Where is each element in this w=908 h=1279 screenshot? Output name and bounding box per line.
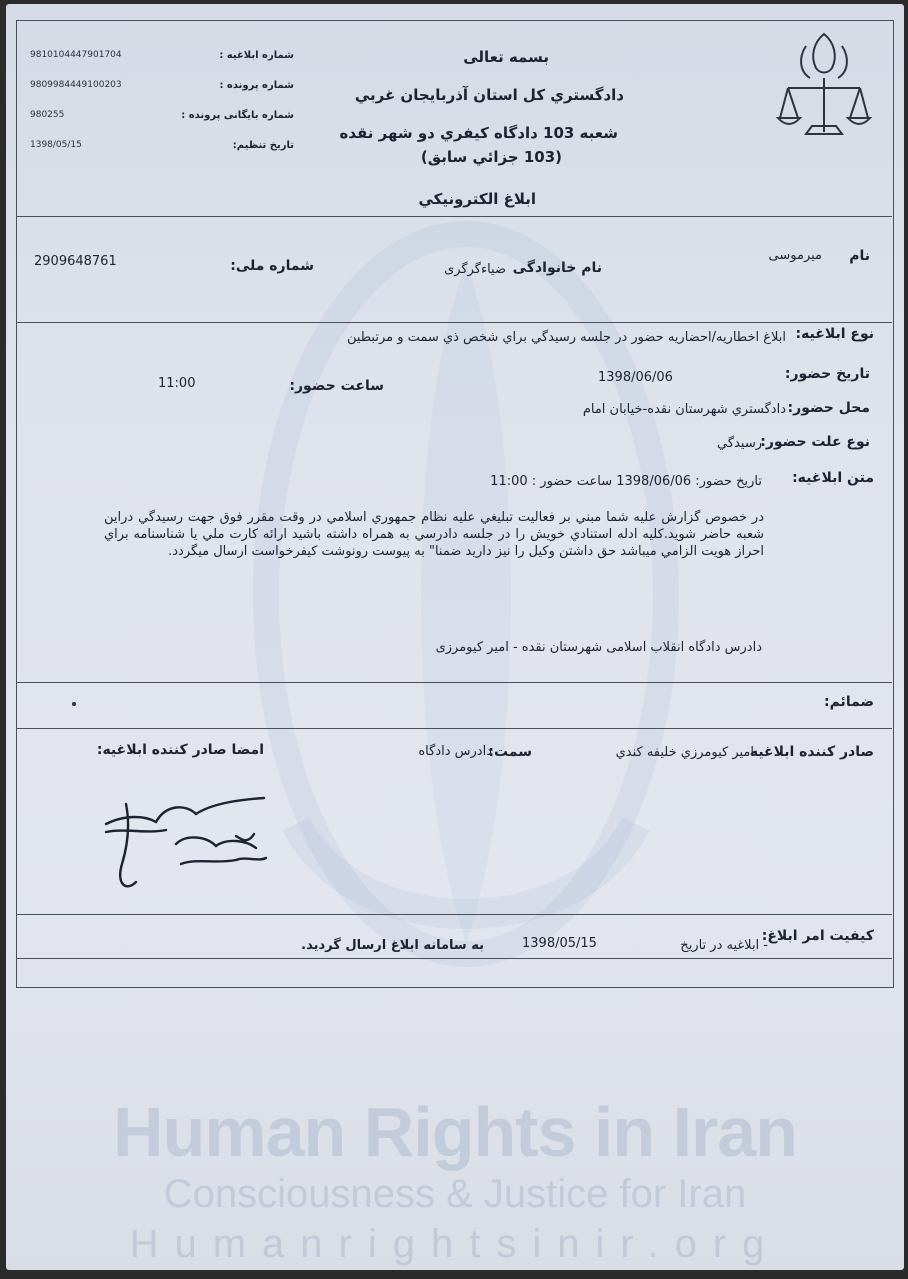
name-value: میرموسی	[768, 248, 822, 263]
appearance-place-value: دادگستري شهرستان نقده-خيابان امام	[582, 402, 786, 417]
divider	[16, 728, 892, 729]
notice-text-label: متن ابلاغیه:	[792, 470, 874, 486]
watermark-url: Humanrightsinir.org	[129, 1222, 781, 1266]
national-id-label: شماره ملی:	[230, 258, 314, 274]
issuer-name: امير كيومرزي خليفه كندي	[615, 745, 754, 760]
dot	[72, 702, 76, 706]
document-type: ابلاغ الكترونيكي	[418, 190, 536, 208]
signature-label: امضا صادر کننده ابلاغیه:	[96, 742, 264, 758]
appearance-place-label: محل حضور:	[787, 400, 870, 416]
appearance-reason-label: نوع علت حضور:	[760, 434, 870, 450]
meta-label: شماره ابلاغیه :	[219, 50, 294, 61]
meta-value: 9810104447901704	[30, 50, 122, 60]
divider	[16, 322, 892, 323]
role-label: سمت:	[488, 744, 532, 760]
delivery-prefix: - ابلاغيه در تاريخ	[680, 938, 768, 953]
appearance-date-value: 1398/06/06	[598, 370, 673, 385]
watermark-title: Human Rights in Iran	[113, 1093, 797, 1171]
delivery-label: کیفیت امر ابلاغ:	[761, 928, 874, 944]
notice-type-label: نوع ابلاغیه:	[795, 326, 874, 342]
issuer-label: صادر کننده ابلاغیه	[749, 744, 874, 760]
divider	[16, 682, 892, 683]
divider	[16, 958, 892, 959]
meta-value: 980255	[30, 110, 65, 120]
notice-body: در خصوص گزارش عليه شما مبني بر فعاليت تبليغي عليه نظام جمهوري اسلامي در وقت مقرر فوق جهت رسيدگي دراين شعبه حاضر شويد.كليه ادله استنادي خويش را در جلسه دادرسي به همراه داشته باشيد ارائه كارت ملي يا شناسنامه براي احراز هويت الزامي ميباشد حق داشتن وكيل را نيز داريد ضمنا" به پيوست رونوشت كيفرخواست ارسال ميگردد.	[104, 510, 764, 559]
role-value: دادرس دادگاه	[418, 744, 492, 759]
signature-icon	[86, 774, 286, 904]
attachments-label: ضمائم:	[823, 694, 874, 710]
meta-label: تاریخ تنظیم:	[232, 140, 294, 151]
name-label: نام	[849, 248, 870, 264]
delivery-date: 1398/05/15	[522, 936, 597, 951]
meta-value: 1398/05/15	[30, 140, 82, 150]
meta-label: شماره بایگانی پرونده :	[181, 110, 294, 121]
appearance-time-value: 11:00	[158, 376, 196, 391]
family-label: نام خانوادگی	[512, 260, 602, 276]
watermark-subtitle: Consciousness & Justice for Iran	[163, 1172, 747, 1216]
judge-line: دادرس دادگاه انقلاب اسلامی شهرستان نقده - امیر کیومرزی	[435, 640, 762, 655]
delivery-suffix: به سامانه ابلاغ ارسال گرديد.	[301, 938, 484, 953]
divider	[16, 914, 892, 915]
divider	[16, 216, 892, 217]
notice-text-first-line: تاريخ حضور: 1398/06/06 ساعت حضور : 11:00	[490, 474, 762, 489]
branch-title: شعبه 103 دادگاه كيفري دو شهر نقده	[339, 124, 618, 142]
notice-type-value: ابلاغ اخطاريه/احضاريه حضور در جلسه رسيدگي براي شخص ذي سمت و مرتبطين	[346, 330, 786, 345]
national-id-value: 2909648761	[34, 254, 117, 269]
appearance-reason-value: رسيدگي	[717, 436, 762, 451]
meta-label: شماره پرونده :	[219, 80, 294, 91]
document-page	[6, 4, 904, 1270]
branch-subtitle: (103 جزائي سابق)	[420, 148, 562, 166]
family-value: ضیاءگرگری	[444, 262, 506, 277]
appearance-time-label: ساعت حضور:	[289, 378, 384, 394]
appearance-date-label: تاریخ حضور:	[784, 366, 870, 382]
court-title: دادگستري كل استان آذربايجان غربي	[354, 86, 624, 104]
bismillah: بسمه تعالی	[463, 48, 549, 66]
meta-value: 9809984449100203	[30, 80, 122, 90]
judiciary-emblem-icon	[776, 26, 872, 144]
